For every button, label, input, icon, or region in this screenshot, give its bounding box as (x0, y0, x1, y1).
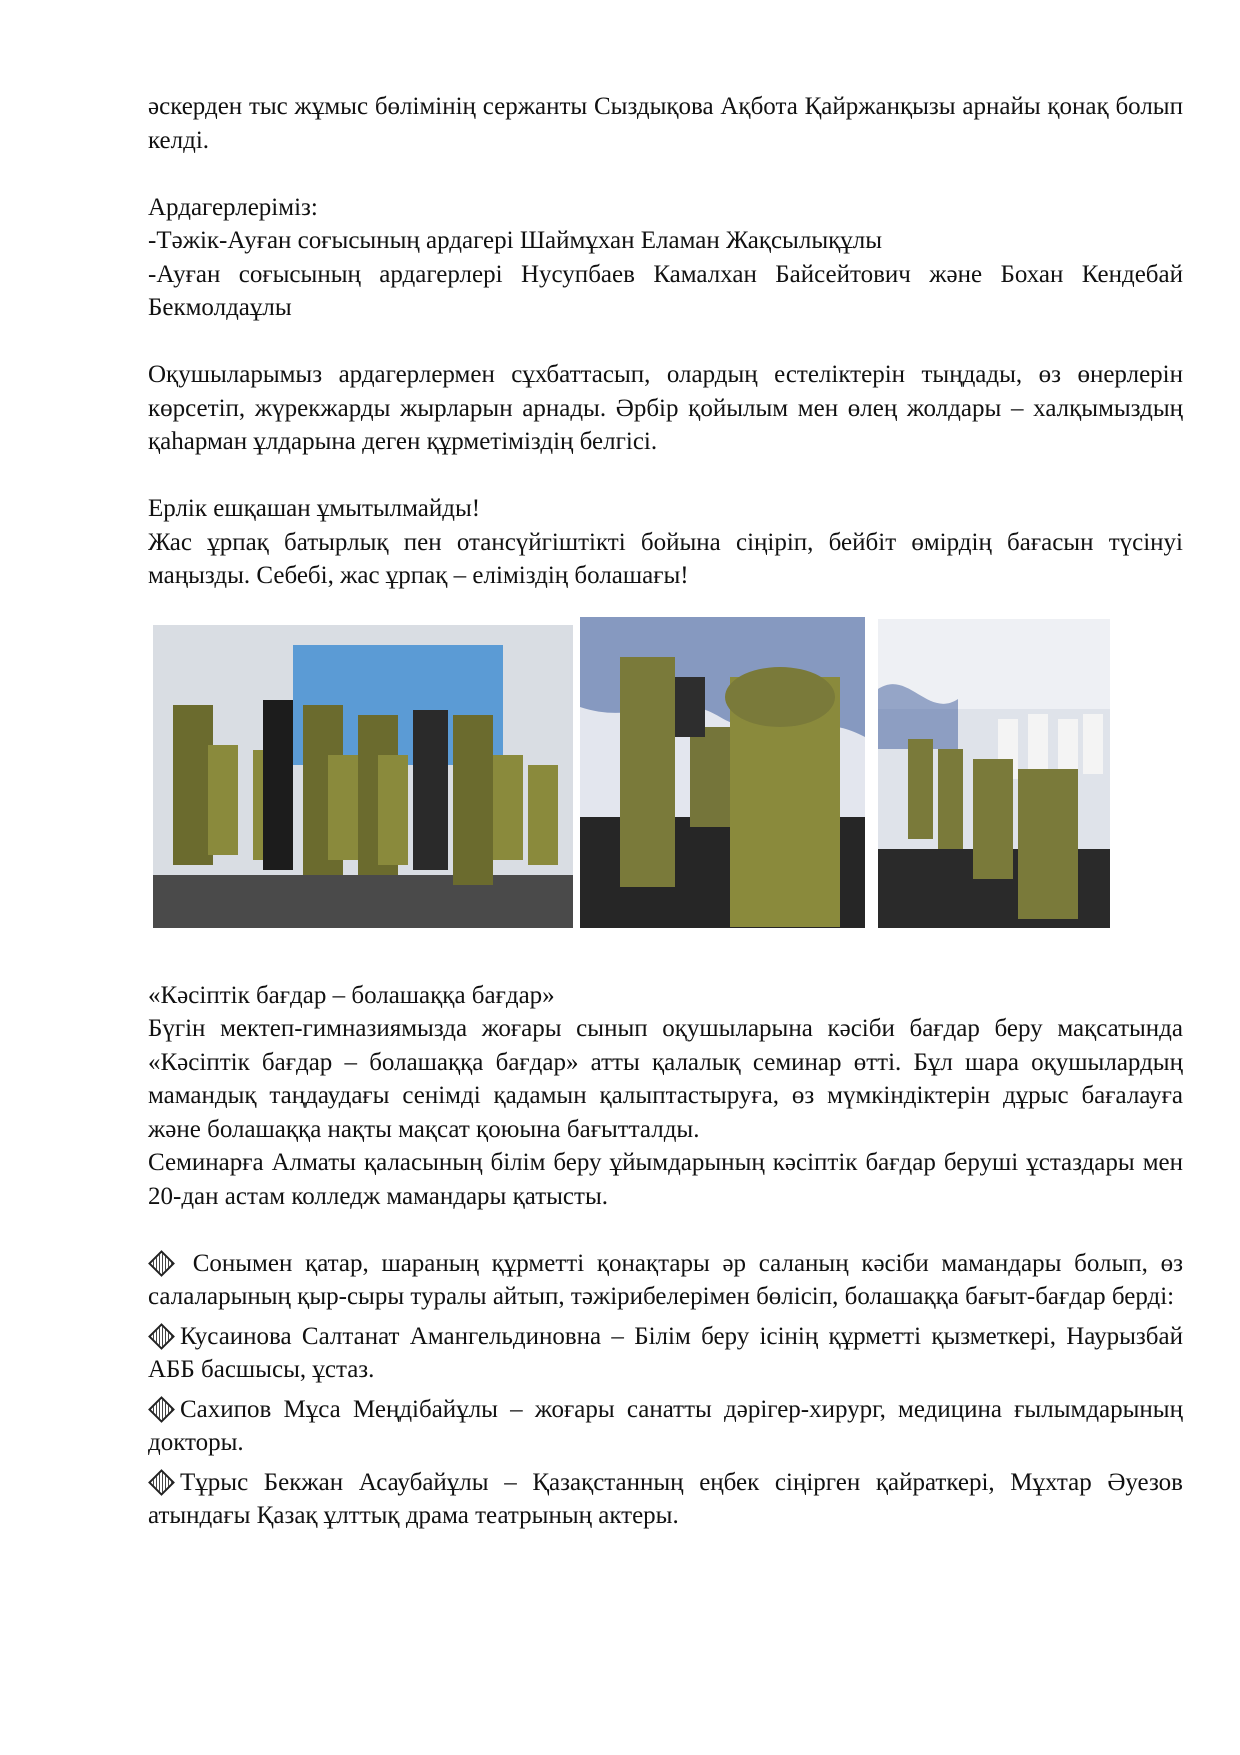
photo-row (148, 617, 1183, 937)
diamond-bullet-icon (148, 1396, 175, 1423)
guest-text: Сахипов Мұса Меңдібайұлы – жоғары санатты дәрігер-хирург, медицина ғылымдарының докторы. (148, 1395, 1183, 1456)
slogan: Ерлік ешқашан ұмытылмайды! (148, 495, 481, 522)
guests-paragraph (148, 1247, 1183, 1314)
veteran-item: -Ауған соғысының ардагерлері Нусупбаев Камалхан Байсейтович және Бохан Кендебай Бекмолдаұлы (148, 260, 1183, 321)
guest-item (148, 1320, 1183, 1387)
students-seated-photo (580, 617, 865, 928)
paragraph: Бүгін мектеп-гимназиямызда жоғары сынып оқушыларына кәсіби бағдар беру мақсатында «Кәсіптік бағдар – болашаққа бағдар» атты қалалық семинар өтті. Бұл шара оқушылардың мамандық таңдаудағы сенімді қадамын қалыптастыруға, өз мүмкіндіктерін дұрыс бағалауға және болашаққа нақты мақсат қоюына бағытталды. (148, 1015, 1183, 1143)
guest-text: Кусаинова Салтанат Амангельдиновна – Білім беру ісінің құрметті қызметкері, Наурызбай АББ басшысы, ұстаз. (148, 1322, 1183, 1383)
guest-text: Тұрыс Бекжан Асаубайұлы – Қазақстанның еңбек сіңірген қайраткері, Мұхтар Әуезов атындағы Қазақ ұлттық драма театрының актеры. (148, 1468, 1183, 1529)
veterans-heading: Ардагерлеріміз: (148, 193, 318, 221)
veteran-item: -Тәжік-Ауған соғысының ардагері Шаймұхан Еламан Жақсылықұлы (148, 227, 883, 254)
guest-item (148, 1466, 1183, 1533)
paragraph: Жас ұрпақ батырлық пен отансүйгіштікті бойына сіңіріп, бейбіт өмірдің бағасын түсінуі маңызды. Себебі, жас ұрпақ – еліміздің болашағы! (148, 528, 1183, 589)
diamond-bullet-icon (148, 1250, 175, 1277)
document-page (148, 90, 1183, 1533)
diamond-bullet-icon (148, 1469, 175, 1496)
diamond-bullet-icon (148, 1323, 175, 1350)
guest-item (148, 1393, 1183, 1460)
guests-text: Сонымен қатар, шараның құрметті қонақтары әр саланың кәсіби мамандары болып, өз салаларының қыр-сыры туралы айтып, тәжірибелерімен бөлісіп, болашаққа бағыт-бағдар берді: (148, 1249, 1183, 1310)
group-photo (153, 625, 573, 928)
auditorium-photo (878, 619, 1110, 928)
paragraph: Семинарға Алматы қаласының білім беру ұйымдарының кәсіптік бағдар беруші ұстаздары мен 20-дан астам колледж мамандары қатысты. (148, 1149, 1183, 1210)
paragraph: әскерден тыс жұмыс бөлімінің сержанты Сыздықова Ақбота Қайржанқызы арнайы қонақ болып келді. (148, 93, 1183, 154)
section-title: «Кәсіптік бағдар – болашаққа бағдар» (148, 981, 555, 1009)
paragraph: Оқушыларымыз ардагерлермен сұхбаттасып, олардың естеліктерін тыңдады, өз өнерлерін көрсетіп, жүрекжарды жырларын арнады. Әрбір қойылым мен өлең жолдары – халқымыздың қаһарман ұлдарына деген құрметіміздің белгісі. (148, 361, 1183, 455)
